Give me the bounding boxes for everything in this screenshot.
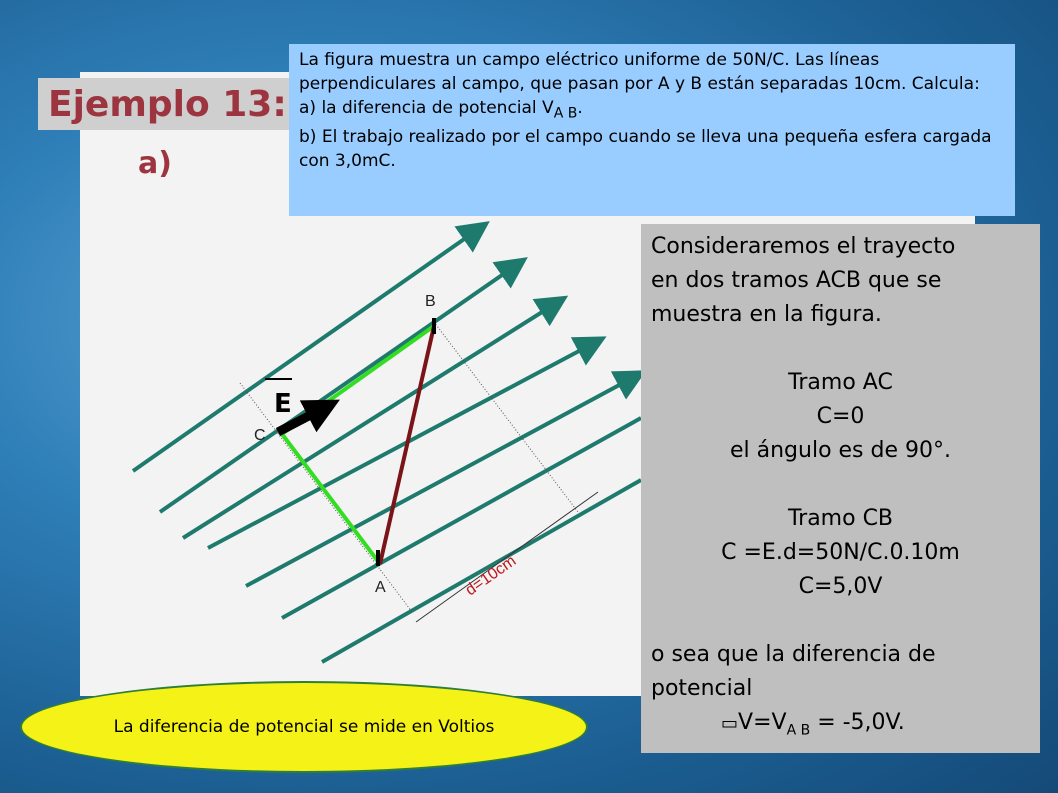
problem-line-1: La figura muestra un campo eléctrico uniforme de 50N/C. Las líneas perpendiculares al campo, que pasan por A y B están separadas 10cm. Calcula:	[299, 50, 980, 94]
field-line-2	[160, 264, 518, 512]
field-lines	[133, 228, 641, 662]
field-line-4	[208, 342, 596, 548]
final-result-sub: A B	[786, 722, 811, 739]
perpendicular-lines	[240, 322, 578, 612]
final-result-prefix: V=V	[738, 710, 787, 735]
label-c: C	[254, 427, 266, 444]
label-a: A	[375, 579, 386, 596]
label-b: B	[425, 293, 436, 310]
delta-icon: ▭	[721, 713, 739, 734]
tramo-ac-angle: el ángulo es de 90°.	[729, 438, 951, 463]
path-ab	[380, 326, 434, 564]
intro-line-2: en dos tramos ACB que se	[651, 268, 942, 293]
problem-line-3: b) El trabajo realizado por el campo cuando se lleva una pequeña esfera cargada con 3,0mC.	[299, 127, 992, 172]
slide-title: Ejemplo 13:	[48, 84, 287, 125]
tramo-ac-equation: C=0	[816, 404, 865, 429]
problem-line-2-end: .	[577, 98, 583, 118]
voltage-note-text: La diferencia de potencial se mide en Voltios	[113, 717, 495, 737]
distance-label: d=10cm	[462, 552, 520, 600]
voltage-note	[20, 681, 588, 773]
field-line-5	[246, 376, 636, 586]
problem-line-2-text: a) la diferencia de potencial V	[299, 98, 554, 118]
conclusion-line-1: o sea que la diferencia de	[651, 642, 936, 667]
field-line-3	[183, 302, 558, 538]
intro-line-1: Consideraremos el trayecto	[651, 234, 956, 259]
explanation-box	[641, 224, 1040, 753]
conclusion-line-2: potencial	[651, 676, 753, 701]
tramo-cb-equation-1: C =E.d=50N/C.0.10m	[721, 540, 960, 565]
part-label: a)	[138, 146, 172, 181]
field-line-6	[282, 418, 641, 618]
intro-line-3: muestra en la figura.	[651, 302, 882, 327]
tramo-ac-heading: Tramo AC	[788, 370, 893, 395]
label-e: E	[274, 389, 292, 419]
final-result	[651, 706, 1030, 747]
tramo-cb-heading: Tramo CB	[787, 506, 894, 531]
tramo-cb-equation-2: C=5,0V	[798, 574, 883, 599]
problem-line-2-sub: A B	[553, 105, 578, 122]
final-result-value: = -5,0V.	[810, 710, 905, 735]
